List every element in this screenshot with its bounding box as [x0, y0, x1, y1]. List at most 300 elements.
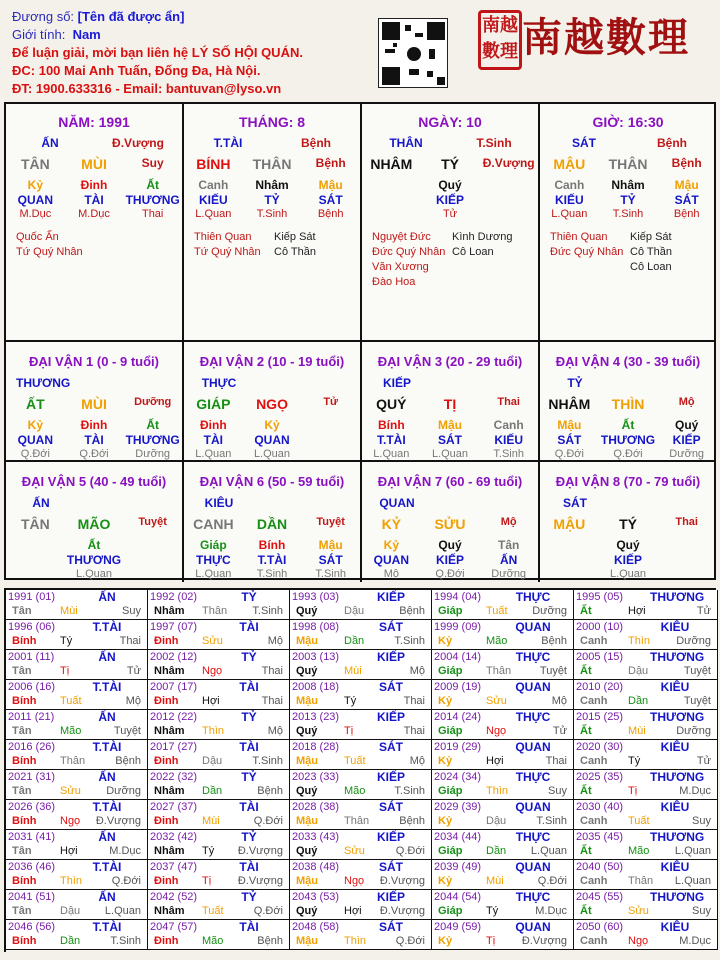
pillar-branch: THÂN: [608, 156, 648, 172]
year-stem: Kỷ: [438, 875, 453, 887]
luck-hidden-stem: Kỷ: [27, 418, 43, 432]
year-branch: Mão: [202, 935, 224, 947]
pillar-branch: MÙI: [81, 156, 107, 172]
year-god: KIÊU: [660, 680, 690, 694]
star: Cô Loan: [452, 246, 494, 258]
year-label: 2040 (50): [576, 861, 624, 873]
year-cell: [290, 800, 432, 830]
year-cell: [574, 710, 718, 740]
year-stage: Tử: [696, 755, 711, 767]
year-stem: Tân: [12, 665, 32, 677]
year-stem: Ất: [580, 785, 592, 797]
luck-god: QUAN: [379, 496, 415, 510]
year-cell: [6, 830, 148, 860]
year-branch: Mùi: [628, 725, 646, 737]
pillar-stem-god: ẤN: [41, 136, 59, 150]
luck-hidden-stem: [540, 538, 599, 552]
year-cell: [290, 710, 432, 740]
luck-main-row: [6, 516, 182, 532]
year-label: 1991 (01): [8, 591, 56, 603]
year-label: 2026 (36): [8, 801, 56, 813]
year-cell: [574, 740, 718, 770]
year-branch: Tuất: [60, 695, 82, 707]
year-cell: [574, 650, 718, 680]
pillar-hidden-god: TỶ: [620, 193, 636, 207]
year-label: 1994 (04): [434, 591, 482, 603]
pillar-hidden-god: [479, 193, 538, 207]
year-stage: L.Quan: [530, 845, 567, 857]
pillar-stem: NHÂM: [370, 156, 413, 172]
year-cell: [6, 590, 148, 620]
year-cell: [432, 680, 574, 710]
pillar-hidden-stage: M.Dục: [78, 208, 110, 220]
year-stem: Quý: [296, 905, 318, 917]
year-branch: Tý: [60, 635, 73, 647]
luck-stem: NHÂM: [548, 396, 591, 412]
year-stage: Tuyệt: [539, 665, 567, 677]
luck-hidden-stem: [123, 538, 182, 552]
pillar-pillar-hidden-god-row: [6, 193, 182, 207]
year-cell: [148, 590, 290, 620]
year-stem: Quý: [296, 725, 318, 737]
year-grid: [4, 588, 716, 952]
year-stage: Tuyệt: [113, 725, 141, 737]
year-stem: Quý: [296, 605, 318, 617]
luck-main-row: [184, 516, 360, 532]
year-label: 1998 (08): [292, 621, 340, 633]
year-stage: Suy: [692, 815, 711, 827]
pillar-luck-hidden-god-row: [362, 553, 538, 567]
pillar-top-row: [540, 136, 716, 150]
pillar-hidden-stem: Mậu: [318, 178, 343, 192]
pillar-luck-hidden-stem-row: [362, 418, 538, 432]
luck-branch: MÃO: [77, 516, 111, 532]
pillar-luck-hidden-stage-row: [6, 448, 182, 460]
year-branch: Tuất: [486, 605, 508, 617]
year-branch: Thìn: [202, 725, 225, 737]
luck-hidden-god: TÀI: [203, 433, 223, 447]
pillar-luck-hidden-stem-row: [6, 538, 182, 552]
year-god: TÀI: [239, 920, 259, 934]
year-label: 2010 (20): [576, 681, 624, 693]
pillar-hidden-god: [362, 193, 421, 207]
luck-hidden-stem: Tân: [498, 538, 520, 552]
luck-hidden-stage: Q.Đới: [79, 448, 109, 460]
year-label: 2014 (24): [434, 711, 482, 723]
luck-hidden-stage: L.Quan: [431, 448, 469, 460]
pillar-luck-hidden-stage-row: [540, 448, 716, 460]
year-stage: Bệnh: [115, 755, 141, 767]
pillar-top-stage: T.Sinh: [476, 136, 512, 150]
year-cell: [148, 860, 290, 890]
year-branch: Tị: [486, 935, 496, 947]
year-stem: Giáp: [438, 785, 463, 797]
pillar-stem: TÂN: [20, 156, 50, 172]
luck-hidden-stem: [6, 538, 65, 552]
year-cell: [148, 770, 290, 800]
year-god: TÀI: [239, 860, 259, 874]
year-god: TỶ: [241, 590, 257, 604]
luck-hidden-god: [301, 433, 360, 447]
year-god: THƯƠNG: [650, 710, 705, 724]
year-branch: Mùi: [344, 665, 362, 677]
year-stem: Canh: [580, 815, 608, 827]
year-stage: Tử: [552, 725, 567, 737]
year-cell: [6, 860, 148, 890]
year-god: KIÊU: [660, 740, 690, 754]
year-branch: Dần: [344, 635, 365, 647]
pillar-hidden-god: KIẾU: [555, 193, 584, 207]
luck-title: ĐẠI VẬN 3 (20 - 29 tuổi): [377, 354, 523, 369]
year-branch: Tị: [60, 665, 70, 677]
luck-hidden-stage: [657, 568, 716, 580]
year-stem: Nhâm: [154, 845, 185, 857]
year-label: 2028 (38): [292, 801, 340, 813]
year-cell: [148, 890, 290, 920]
luck-hidden-stage: Q.Đới: [613, 448, 643, 460]
year-cell: [574, 680, 718, 710]
year-god: T.TÀI: [92, 860, 122, 874]
year-cell: [290, 920, 432, 950]
pillar-hidden-stem: Đinh: [80, 178, 108, 192]
star: Đức Quý Nhân: [550, 246, 624, 258]
year-god: KIÊU: [660, 860, 690, 874]
star: Tứ Quý Nhân: [16, 246, 83, 258]
year-branch: Dần: [628, 695, 649, 707]
year-stage: Q.Đới: [111, 875, 141, 887]
star: Kiếp Sát: [274, 231, 316, 243]
year-label: 2025 (35): [576, 771, 624, 783]
pillar-hidden-stage: Thai: [141, 208, 164, 220]
pillar-hidden-stage: L.Quan: [195, 208, 232, 220]
year-god: THỰC: [515, 710, 551, 724]
year-branch: Mão: [486, 635, 508, 647]
year-branch: Ngọ: [60, 815, 81, 827]
year-branch: Dần: [60, 935, 81, 947]
pillar-stars-left: [194, 230, 261, 260]
year-cell: [6, 770, 148, 800]
year-branch: Ngọ: [344, 875, 365, 887]
year-god: T.TÀI: [92, 800, 122, 814]
year-label: 2004 (14): [434, 651, 482, 663]
year-stem: Tân: [12, 905, 32, 917]
luck-hidden-stem: Đinh: [200, 418, 227, 432]
luck-hidden-stem: Mậu: [438, 418, 462, 432]
year-god: THƯƠNG: [650, 650, 705, 664]
year-stem: Bính: [12, 875, 37, 887]
pillar-pillar-hidden-stage-row: [540, 208, 716, 220]
year-cell: [148, 740, 290, 770]
star: Văn Xương: [372, 261, 429, 273]
year-god: TỶ: [241, 650, 257, 664]
pillar-hidden-stage: T.Sinh: [612, 208, 644, 220]
year-branch: Tị: [202, 875, 212, 887]
year-branch: Mùi: [60, 605, 78, 617]
pillar-title: NĂM: 1991: [58, 114, 130, 130]
luck-hidden-stem: Quý: [438, 538, 462, 552]
pillar-pillar-hidden-stem-row: [362, 178, 538, 192]
year-god: KIẾP: [376, 830, 405, 844]
year-branch: Hợi: [628, 605, 646, 617]
year-stage: Mộ: [267, 725, 283, 737]
year-stage: Bệnh: [399, 815, 425, 827]
star: Cô Thần: [274, 246, 316, 258]
year-label: 2017 (27): [150, 741, 198, 753]
year-cell: [432, 650, 574, 680]
luck-hidden-stage: Q.Đới: [435, 568, 465, 580]
luck-hidden-stem: Bính: [258, 538, 286, 552]
pillar-stage: Đ.Vượng: [482, 156, 535, 170]
year-god: SÁT: [379, 920, 403, 934]
year-god: THỰC: [515, 890, 551, 904]
year-label: 2009 (19): [434, 681, 482, 693]
pillar-stem-god: T.TÀI: [213, 136, 243, 150]
year-god: TỶ: [241, 770, 257, 784]
year-branch: Sửu: [60, 785, 81, 797]
year-stem: Ất: [580, 665, 592, 677]
year-label: 2007 (17): [150, 681, 198, 693]
luck-hidden-god: [123, 553, 182, 567]
year-god: THƯƠNG: [650, 890, 705, 904]
luck-hidden-stem: Giáp: [200, 538, 227, 552]
year-god: KIẾP: [376, 650, 405, 664]
luck-hidden-god: ẤN: [500, 553, 518, 567]
year-label: 2039 (49): [434, 861, 482, 873]
luck-hidden-stage: Mộ: [383, 568, 399, 580]
luck-hidden-stem: Quý: [675, 418, 699, 432]
year-branch: Ngọ: [628, 935, 649, 947]
pillar-top-row: [362, 136, 538, 150]
luck-god: TỶ: [567, 376, 583, 390]
luck-hidden-stage: L.Quan: [75, 568, 113, 580]
luck-hidden-stage: L.Quan: [195, 568, 232, 580]
star: Cô Loan: [630, 261, 672, 273]
year-cell: [432, 920, 574, 950]
luck-god: KIÊU: [204, 496, 234, 510]
luck-hidden-stem: Quý: [616, 538, 640, 552]
pillar-stars-left: [16, 230, 83, 260]
year-stage: Bệnh: [541, 635, 567, 647]
luck-stem: MẬU: [553, 516, 586, 532]
year-label: 2037 (47): [150, 861, 198, 873]
year-label: 2042 (52): [150, 891, 198, 903]
year-stage: Đ.Vượng: [379, 905, 425, 917]
year-label: 2013 (23): [292, 711, 340, 723]
subject-name: [Tên đã được ẩn]: [77, 9, 185, 24]
year-stem: Nhâm: [154, 725, 185, 737]
year-label: 1999 (09): [434, 621, 482, 633]
pillar-pillar-hidden-stem-row: [540, 178, 716, 192]
pillar-hidden-stage: Bệnh: [673, 208, 700, 220]
year-god: QUAN: [515, 800, 551, 814]
year-branch: Tị: [628, 785, 638, 797]
year-god: THỰC: [515, 650, 551, 664]
year-cell: [148, 800, 290, 830]
pillar-stage: Suy: [141, 156, 164, 170]
luck-main-row: [362, 396, 538, 412]
pillar-main-row: [6, 156, 182, 172]
year-branch: Hợi: [202, 695, 220, 707]
year-label: 2021 (31): [8, 771, 56, 783]
pillar-hidden-stem: Nhâm: [611, 178, 645, 192]
pillar-pillar-hidden-stem-row: [6, 178, 182, 192]
year-cell: [148, 650, 290, 680]
pillar-pillar-hidden-god-row: [184, 193, 360, 207]
year-stem: Giáp: [438, 905, 463, 917]
pillar-main-row: [362, 156, 538, 172]
luck-hidden-god: KIẾP: [672, 433, 701, 447]
luck-hidden-stage: L.Quan: [253, 448, 291, 460]
year-stage: Dưỡng: [676, 725, 711, 737]
luck-hidden-god: THƯƠNG: [66, 553, 122, 567]
year-branch: Tý: [344, 695, 357, 707]
year-cell: [432, 830, 574, 860]
year-stem: Tân: [12, 605, 32, 617]
year-god: T.TÀI: [92, 680, 122, 694]
luck-branch: SỬU: [434, 516, 466, 532]
year-god: TÀI: [239, 680, 259, 694]
pillar-pillar-hidden-god-row: [540, 193, 716, 207]
luck-title: ĐẠI VẬN 1 (0 - 9 tuổi): [28, 354, 159, 369]
luck-title: ĐẠI VẬN 6 (50 - 59 tuổi): [199, 474, 345, 489]
luck-hidden-god: THƯƠNG: [125, 433, 180, 447]
year-label: 2027 (37): [150, 801, 198, 813]
year-label: 2012 (22): [150, 711, 198, 723]
year-label: 2033 (43): [292, 831, 340, 843]
pillar-stem: BÍNH: [196, 156, 231, 172]
year-stage: T.Sinh: [536, 815, 567, 827]
year-branch: Dậu: [628, 665, 649, 677]
year-stem: Mậu: [296, 815, 318, 827]
pillar-luck-hidden-stage-row: [362, 448, 538, 460]
luck-hidden-god: SÁT: [438, 433, 462, 447]
luck-stage: Mộ: [500, 516, 517, 528]
year-stage: Bệnh: [257, 935, 283, 947]
luck-cell: [6, 462, 184, 582]
year-stem: Ất: [580, 905, 592, 917]
year-label: 2041 (51): [8, 891, 56, 903]
pillar-hidden-god: THƯƠNG: [125, 193, 180, 207]
year-stem: Tân: [12, 845, 32, 857]
year-branch: Ngọ: [486, 725, 507, 737]
year-stem: Bính: [12, 935, 37, 947]
year-stage: L.Quan: [674, 845, 711, 857]
luck-main-row: [6, 396, 182, 412]
year-stage: Tử: [696, 605, 711, 617]
luck-main-row: [184, 396, 360, 412]
pillar-pillar-hidden-stem-row: [184, 178, 360, 192]
year-label: 2008 (18): [292, 681, 340, 693]
year-branch: Dần: [202, 785, 223, 797]
year-branch: Dậu: [344, 605, 365, 617]
year-stem: Giáp: [438, 605, 463, 617]
year-stage: Thai: [261, 665, 283, 677]
year-stage: Suy: [548, 785, 567, 797]
contact-line: Để luận giải, mời bạn liên hệ LÝ SỐ HỘI QUÁN.: [12, 45, 303, 60]
year-cell: [290, 890, 432, 920]
pillar-stage: Bệnh: [315, 156, 346, 170]
luck-hidden-god: TÀI: [84, 433, 104, 447]
pillar-luck-hidden-god-row: [540, 433, 716, 447]
pillar-stars-left: [550, 230, 623, 260]
year-label: 2048 (58): [292, 921, 340, 933]
year-branch: Sửu: [628, 905, 649, 917]
year-god: SÁT: [379, 860, 403, 874]
luck-hidden-stage: Dưỡng: [135, 448, 171, 460]
luck-hidden-stage: L.Quan: [195, 448, 232, 460]
chart-main: [4, 102, 716, 580]
pillar-luck-hidden-stem-row: [184, 418, 360, 432]
year-stage: L.Quan: [104, 905, 141, 917]
pillar-stars-right: [630, 230, 672, 275]
year-cell: [432, 890, 574, 920]
luck-god: ẤN: [32, 496, 50, 510]
luck-branch: THÌN: [611, 396, 645, 412]
year-god: KIẾP: [376, 770, 405, 784]
year-stem: Mậu: [296, 755, 318, 767]
luck-cell: [362, 342, 540, 462]
year-god: KIÊU: [660, 920, 690, 934]
year-stem: Canh: [580, 635, 608, 647]
luck-hidden-stem: Ất: [621, 418, 635, 432]
year-cell: [432, 590, 574, 620]
year-stage: T.Sinh: [252, 605, 283, 617]
luck-hidden-god: QUAN: [17, 433, 53, 447]
year-stem: Giáp: [438, 725, 463, 737]
year-god: T.TÀI: [92, 740, 122, 754]
year-cell: [6, 800, 148, 830]
year-stage: Q.Đới: [537, 875, 567, 887]
year-stem: Bính: [12, 755, 37, 767]
pillar-pillar-hidden-stage-row: [184, 208, 360, 220]
luck-branch: TỊ: [443, 396, 457, 412]
year-branch: Hợi: [344, 905, 362, 917]
star: Thiên Quan: [194, 231, 252, 243]
luck-hidden-stem: Kỷ: [383, 538, 399, 552]
year-label: 2043 (53): [292, 891, 340, 903]
pillar-stars-right: [274, 230, 316, 260]
luck-cell: [540, 342, 716, 462]
year-branch: Sửu: [202, 635, 223, 647]
luck-stage: Tuyệt: [138, 516, 167, 528]
year-label: 2016 (26): [8, 741, 56, 753]
year-god: ẤN: [98, 590, 116, 604]
pillar-hidden-god: TÀI: [84, 193, 104, 207]
luck-cell: [184, 462, 362, 582]
year-cell: [574, 860, 718, 890]
year-stem: Quý: [296, 665, 318, 677]
year-label: 2031 (41): [8, 831, 56, 843]
pillar-hidden-god: TỶ: [264, 193, 280, 207]
pillar-cell: [6, 104, 184, 342]
luck-hidden-stage: T.Sinh: [256, 568, 288, 580]
pillar-luck-hidden-god-row: [362, 433, 538, 447]
luck-god: THỰC: [201, 376, 237, 390]
luck-cell: [6, 342, 184, 462]
star: Đức Quý Nhân: [372, 246, 446, 258]
year-branch: Sửu: [486, 695, 507, 707]
year-stem: Nhâm: [154, 605, 185, 617]
year-stem: Mậu: [296, 875, 318, 887]
year-stem: Kỷ: [438, 815, 453, 827]
year-label: 2049 (59): [434, 921, 482, 933]
luck-hidden-god: [6, 553, 65, 567]
year-stage: Đ.Vượng: [95, 815, 141, 827]
year-cell: [6, 920, 148, 950]
year-god: KIẾP: [376, 710, 405, 724]
year-stem: Quý: [296, 785, 318, 797]
luck-hidden-stem: Ất: [87, 538, 101, 552]
